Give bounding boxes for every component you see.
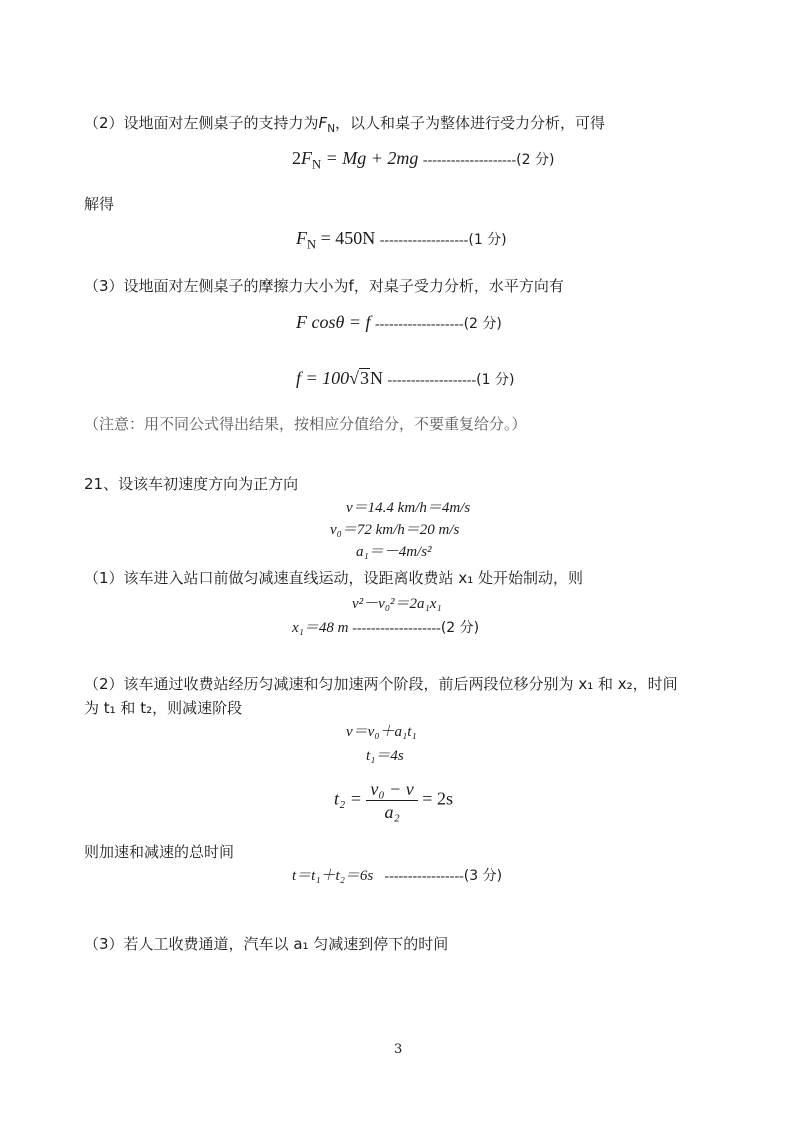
q21-s2-fraction-eq — [334, 778, 453, 823]
frac-rhs: = 2s — [422, 788, 453, 809]
p3-eq2-unit: N — [370, 368, 384, 388]
s1-result-text: x₁＝48 m — [292, 620, 349, 636]
q21-s2-eq2: t₁＝4s — [366, 748, 404, 764]
eq1-score: (2 分) — [516, 152, 555, 168]
given-v0: v₀＝72 km/h＝20 m/s — [330, 522, 460, 538]
eq1-rhs: = Mg + 2mg — [321, 148, 419, 168]
q21-s2-eq1: v＝v₀＋a₁t₁ — [346, 724, 417, 740]
eq1-dashes: -------------------- — [422, 153, 517, 168]
eq2-score: (1 分) — [468, 232, 507, 248]
sqrt-radicand: 3 — [360, 368, 370, 388]
p3-intro: （3）设地面对左侧桌子的摩擦力大小为f，对桌子受力分析，水平方向有 — [84, 277, 564, 295]
eq2-value: = 450N — [316, 228, 376, 248]
grading-note: （注意：用不同公式得出结果，按相应分值给分，不要重复给分。） — [84, 415, 527, 433]
p3-eq1-score: (2 分) — [463, 316, 502, 332]
fn-symbol: F — [318, 114, 328, 132]
p2-equation-2: $F_N = 450N$ -------------------(1 分) — [296, 228, 507, 252]
p3-eq2-a: f = 100 — [296, 368, 350, 388]
q21-s1-intro: （1）该车进入站口前做匀减速直线运动，设距离收费站 x₁ 处开始制动，则 — [84, 569, 583, 587]
s2-dashes: ----------------- — [384, 869, 464, 884]
q21-s1-equation: v²－v₀²＝2a₁x₁ — [352, 596, 442, 612]
q21-s1-result — [292, 618, 479, 639]
total-time-text: t＝t₁＋t₂＝6s — [292, 868, 374, 884]
p2-intro-a: （2）设地面对左侧桌子的支持力为 — [84, 114, 319, 132]
p2-equation-1: $2F_N = Mg + 2mg$ --------------------(2 分) — [292, 148, 555, 172]
p2-intro — [84, 113, 605, 139]
p3-eq1-dashes: ------------------- — [374, 317, 464, 332]
page-number: 3 — [394, 1042, 403, 1057]
eq1-lhs: 2 — [292, 148, 301, 168]
p3-eq1-text: F cosθ = f — [296, 312, 371, 332]
s1-dashes: ------------------- — [352, 621, 441, 636]
frac-numerator: v₀ − v — [366, 778, 417, 801]
p3-equation-1 — [296, 312, 502, 335]
given-v: v＝14.4 km/h＝4m/s — [346, 500, 471, 516]
frac-lhs: t₂ = — [334, 788, 362, 809]
p3-eq2-score: (1 分) — [476, 372, 515, 388]
given-a1: a₁＝－4m/s² — [356, 544, 432, 560]
s2-score: (3 分) — [463, 868, 503, 884]
solve-label: 解得 — [84, 195, 115, 213]
q21-s3-intro: （3）若人工收费通道，汽车以 a₁ 匀减速到停下的时间 — [84, 935, 449, 953]
p3-equation-2: f = 100√3N -------------------(1 分) — [296, 368, 515, 388]
frac-denominator: a₂ — [384, 802, 400, 822]
s1-score: (2 分) — [440, 620, 480, 636]
q21-s2-intro: （2）该车通过收费站经历匀减速和匀加速两个阶段，前后两段位移分别为 x₁ 和 x₂，时间 — [84, 675, 678, 693]
total-time-eq — [292, 866, 502, 887]
fraction — [366, 778, 417, 823]
p3-eq2-dashes: ------------------- — [387, 373, 477, 388]
q21-title: 21、设该车初速度方向为正方向 — [84, 475, 299, 493]
eq2-dashes: ------------------- — [379, 233, 469, 248]
fn-subscript: N — [327, 123, 336, 135]
q21-s2-intro-2: 为 t₁ 和 t₂，则减速阶段 — [84, 699, 243, 717]
p2-intro-b: ，以人和桌子为整体进行受力分析，可得 — [335, 114, 606, 132]
total-time-label: 则加速和减速的总时间 — [84, 843, 235, 861]
